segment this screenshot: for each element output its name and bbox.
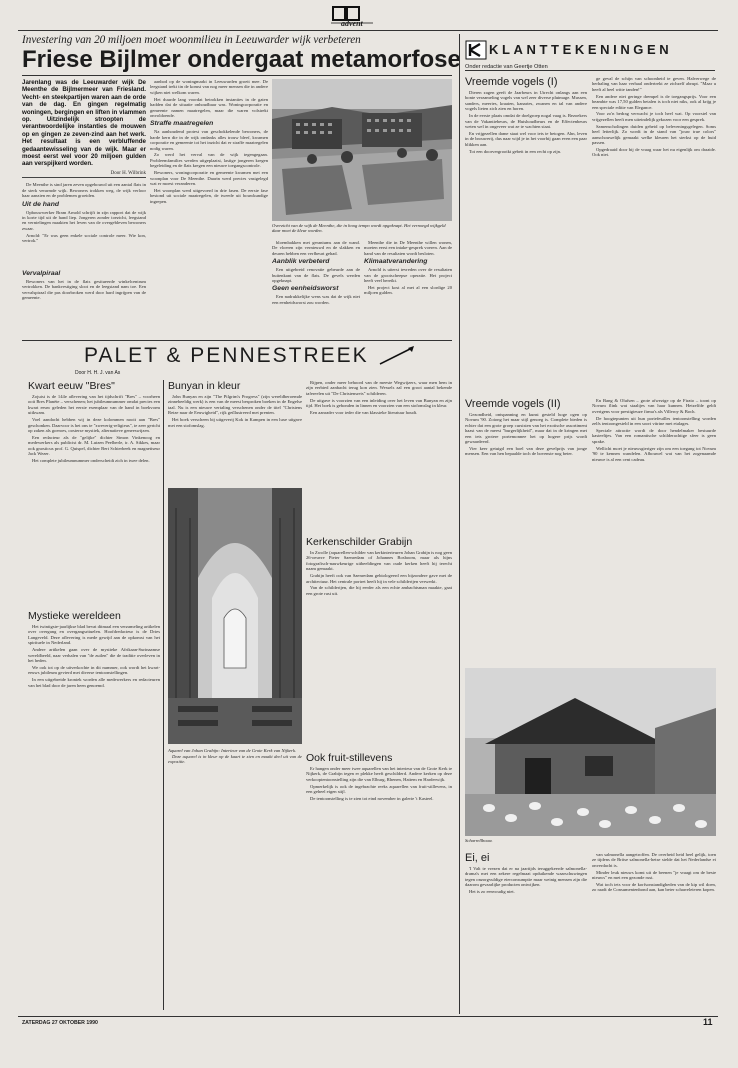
scharrel-photo bbox=[465, 668, 716, 836]
bunyan-column: John Bunyan en zijn "The Pilgrim's Progress" (zijn wereldberoemde zinnebeeldig werk) is een van de meest besproken boeken in de Engelse taal. Nu is een nieuwe vertaling verschenen onder de titel "Christens Reize naar de Eeuwigheid", rijk geïllustreerd met prenten. Het boek verscheen bij uitgeverij Kok in Kampen in een luxe uitgave met een stofomslag. bbox=[168, 394, 302, 428]
klanteken-byline: Onder redactie van Geertje Otten bbox=[465, 64, 715, 71]
mystieke-wereld-heading: Mystieke wereldeen bbox=[28, 610, 121, 622]
masthead-logo-text: advent bbox=[341, 19, 363, 28]
klanteken-title: KLANTTEKENINGEN bbox=[489, 42, 673, 57]
vreemde-vogels-2-column-a: Gezondheid, ontspanning en kunst gesteld hoge ogen op Novum '90. Zoiong het maar stijl genoeg is. Complete bieden is echter dat een grote groep cursisten van het exotische assortiment haast van de meest "burgerlijkheid", maar dat in de kringen met een iets grotere portemonnee het op hogere prijs wordt gewaardeerd. Vier keer getuigd een boel van deze gevelprijs van jonge mensen. Een van hen bepaalde toch de bovenste nog beter. bbox=[465, 412, 587, 457]
subhead-uit-de-hand: Uit de hand bbox=[22, 200, 60, 208]
wijk-photo-caption: Overzicht van de wijk de Meenthe, die in hoog tempo wordt opgeknapt. Het vernoegd wijkgeld daar moet de kleur worden. bbox=[272, 223, 446, 234]
article-column-3: aanbod op de woningmarkt in Leeuwarden groeit mee. De leegstand trekt tin de komst van nog meer mensen die in andere wijken niet welkom waren. Het duurde lang voordat betrokken instanties in de gaten hadden dat de situatie onhoudbaar was. Woningcorporatie en gemeente namen maatregelen, maar die waren volstrekt onvoldoende. Straffe maatregelen Na aanhoudend protest van geschokkelende bewoners, de harde kern die in de wijk ondanks alles trouw bleef, kwamen corporatie en gemeente tot het inzicht dat er straffe maatregelen nodig waren. Zo werd het verval van de wijk tegengegaan. Probleemfamilies werden uitgeplaatst, lastige jongeren kregen begeleiding en de flats kregen een nieuwe toegangscontrole. Bewoners, woningcorporatie en gemeente kwamen met een woonplan voor De Meenthe. Daarin werd precies vastgelegd wat er moest veranderen. Het woonplan werd uitgevoerd in drie fasen. De eerste fase bestond uit sociale maatregelen, de tweede uit bouwkundige ingrepen. bbox=[150, 79, 268, 204]
footer-rule bbox=[18, 1016, 718, 1017]
article-headline: Friese Bijlmer ondergaat metamorfose bbox=[22, 46, 461, 73]
wijk-overview-photo bbox=[272, 79, 452, 221]
subhead-klimaatverandering: Klimaatverandering bbox=[364, 258, 428, 266]
kwart-eeuw-bres-heading: Kwart eeuw "Bres" bbox=[28, 380, 115, 392]
subhead-vervalpiraal: Vervalpiraal bbox=[22, 270, 61, 277]
vreemde-vogels-2-heading: Vreemde vogels (II) bbox=[465, 398, 561, 410]
masthead-rule bbox=[18, 30, 718, 31]
ei-ei-column-b: van salmonella aangetroffen. De overheid heid heel gelijk, toen ze tijdens de Britse salmonella-hetse stelde dat het Nederlandse ei onverdacht is. Minder leuk nieuws komt uit de beenen "je vraagt om de beste nieuws" en met een gezonde rust. Wat toch iets voor de korfsonstandigheden van de kip wil doen, zo raadt de Consumentenbond aan, kan beter scharreleieren kopen. bbox=[592, 852, 716, 893]
bunyan-column-b: Rijpen, onder meer behoord van de meeste Wegwijzers, waar men hem in zijn eerbied aanbacht terug kon zien. Wessels zal een groot aantal bekende tafereelen uit "De Christensreis" schilderen. De uitgave is voorzien van een inleiding over het leven van Bunyan en zijn tijd. Het boek is gebonden in linnen en voorzien van een stofomslag in kleur. Een aanrader voor ieder die van klassieke literatuur houdt. bbox=[306, 380, 452, 416]
church-interior-aquarel bbox=[168, 488, 302, 744]
pen-icon bbox=[378, 346, 418, 366]
bunyan-heading: Bunyan in kleur bbox=[168, 380, 241, 392]
subhead-straffe-maatregelen: Straffe maatregelen bbox=[150, 120, 214, 128]
article-lead-column: Jarenlang was de Leeuwarder wijk De Meenthe de Bijlmermeer van Friesland. Vecht- en steekpartijen waren aan de orde van de dag. En gingen regelmatig woningen, bergingen en liften in vlammen op. Uitzindelijk stroopten de verantwoordelijke instanties de mouwen op en gingen ze zeven-zind aan het werk. Het resultaat is een verbluffende gedaantewisseling van de wijk. Maar er moest eerst wel voor 20 miljoen gulden aan verspijkerd worden. Door H. Wilbrink De Meenthe is sind jaren zeven opgebouwd uit een aantal flats in de sterk verarmde wijk. Bewoners trokken weg, de wijk verloor haar aanzien en de problemen groeiden. Uit de hand Opbouwwerker Bram Arnold schrijft in zijn rapport dat de wijk in korte tijd uit de hand liep. Jongeren zonder toezicht, leegstand en vernielingen maakten het leven van de overgebleven bewoners zwaar. Arnold: "Er was geen enkele sociale controle meer. Wie kon, vertrok." bbox=[22, 79, 146, 244]
subhead-aanblik-verbeterd: Aanblik verbeterd bbox=[272, 258, 330, 266]
kerkenschilder-heading: Kerkenschilder Grabijn bbox=[306, 536, 413, 548]
mystieke-wereld-column: Het twintigste-jaarlijkse blad bevat ditmaal een verzameling artikelen over overgang en overgangsrituelen. Hoofdredacteur is de Dries Langeveld. Deze aflevering is mede gewijd aan de opkomst van het spirituele in Nederland. Andere artikelen gaan over de mystieke Afrikaan-Surinaamse wereldbeeld, naar verhalen van "de zuilen" die de traditie overleven in het heden. We ook tot op de uitverkochte in dit nummer, ook wordt het kwart-eeuws jubileum gevierd met diverse tentoonstellingen. In een uitgebreide kroniek worden alle medewerkers en redacteuren van het blad door de jaren heen genoemd. bbox=[28, 624, 160, 688]
ei-ei-heading: Ei, ei bbox=[465, 852, 490, 864]
palet-title: PALET & PENNESTREEK bbox=[84, 344, 369, 367]
ei-ei-column-a: 'I Valt te vrezen dat er na jaartijds teruggekeerde salmonella-drama's met een zekere regelmaat opduikende waarschuwingen tegen onzorgvuldige eierconsumptie maar weinig mensen zijn die daarom gevaarlijke producten ontwijken. Het is zo eenvoudig niet. bbox=[465, 866, 587, 895]
subhead-geen-eenheidsworst: Geen eenheidsworst bbox=[272, 285, 339, 293]
footer-page-number: 11 bbox=[703, 1017, 713, 1027]
fruit-stillevens-column: Er hangen onder meer twee aquarellen van het interieur van de Grote Kerk te Nijkerk, de Grabijn tegen er plekke heeft geschilderd. Andere kerken op deze verkooptentoonstelling zijn die van Elburg, Rhenen, Hattem en Harderwijk. Opmerkelijk is ook de ingebrachte reeks aquarellen van fruit-stillevens, in een geheel eigen stijl. De tentoonstelling is te zien tot eind november in galerie 't Kasteel. bbox=[306, 766, 452, 802]
klanteken-logo bbox=[465, 40, 715, 60]
kwart-eeuw-column: Zojuist is de 144e aflevering van het tijdschrift "Bres" – voorheen ooit Bres Planète – verschenen; het jubileumnummer omdat precies een kwart eeuw geleden het eerste exemplaar van de hand in boekvorm uitkwam. Voel aandacht hebben wij in deze kolommen nooit aan "Bres" geschonken. Daarvoor is het ons te "zweverig-religieus", te zeer gericht op zaken als goeroes, oosterse mystiek, alternatieve geneeswijzen. Een redacteur als de "gelijke" dichter Simon Vinkenoog en medewerkers als publicist dr. M. Lutzen Peelberle, ir. A. Sikkes, maar ook gnosticus prof. G. Quispel, dichter Bert Schierbeek en magnetiseur Jack Wezer. Het complete jubileumnummer onderscheidt zich in twee delen. bbox=[28, 394, 160, 463]
scharrel-photo-caption: Scharrellbouw. bbox=[465, 838, 493, 843]
palet-top-rule bbox=[22, 340, 452, 341]
column-divider bbox=[459, 34, 460, 1014]
article-lead: Jarenlang was de Leeuwarder wijk De Meenthe de Bijlmermeer van Friesland. Vecht- en steekpartijen waren aan de orde van de dag. En gingen regelmatig woningen, bergingen en liften in vlammen op. Uitzindelijk stroopten de verantwoordelijke instanties de mouwen op en gingen ze zeven-zind aan het werk. Het resultaat is een verbluffende gedaantewisseling van de wijk. Maar er moest eerst wel voor 20 miljoen gulden aan verspijkerd worden. bbox=[22, 79, 146, 168]
article-kicker: Investering van 20 miljoen moet woonmilieu in Leeuwarder wijk verbeteren bbox=[22, 34, 361, 46]
article-column-5: Meenthe die in De Meenthe willen wonen, moeten eerst een intake-gesprek voeren. Aan de hand van de resultaten wordt besloten. Klimaatverandering Arnold is uiterst tevreden over de resultaten van de grootscheepse operatie. Het project heeft veel bereikt. Het project kost al met al een slordige 20 miljoen gulden. bbox=[364, 240, 452, 296]
article-column-2: Vervalpiraal Bewoners van het in de flats gesitueerde winkelcentrum vertrokken. De bankvestiging sloot en de leegstand nam toe. Een vervalspiraal die pas doorbroken werd door hard ingrijpen van de gemeente. bbox=[22, 270, 146, 301]
article-column-4: bloembakken met geraniums aan de wand. De vloeren zijn vernieuwd en de slakken en deuren hebben een verfbeurt gehad. Aanblik verbeterd Een uitgebreid renovatie gebeurde aan de buitenkant van de flats. De gevels werden opgeknapt. Geen eenheidsworst Een nadrukkelijke wens was dat de wijk niet een eenheidsworst zou worden. bbox=[272, 240, 360, 305]
vreemde-vogels-2-column-b: En Bang & Olufsen – grote afwezige op de Firato – toont op Novum flink wat staaltjes van haar kunnen. Hetzelfde geldt overigens voor prestigieuze firma's als Villeroy & Boch. De hoogtepunten uit hun portefeuilles tentoonstelling worden zelfs tentoongesteld in een soort vitrine met etalages. Speciale attractie wordt de door hendelmaker bestuurde kasteeltjes. Van een romantische schilderachtige sfeer is geen sprake. Wellicht moet je nieuwsgieriger zijn om een toegang tot Novum '90 te kennen wandelen. Afbouwel wat van het zogenaamde nieuwe is al een cent cadeau. bbox=[592, 398, 716, 462]
palet-inner-divider bbox=[163, 380, 164, 1010]
kerkenschilder-column: In Zwolle (aquarellen-schilder van kerkinterieuren Johan Grabijn is nog geen 26-oeuvre Pieter Saenredam of Johannes Bosboom, maar als hijns fotografisch-nauwkeurige uitbeeldingen van oude kerken heeft hij terecht naam gemaakt. Grabijn heeft ook van Saenredam gebiologeerd een bijzondere gave met de architectuur. Het centrale portret heeft hij in vele schilderijen verwerkt. Van de schilderijen, die hij eerder als een echte ambachtsman maakte, gaat een grote rust uit. bbox=[306, 550, 452, 596]
church-caption-extra: Deze aquarel is in kleur op de kaart te zien en maakt deel uit van de expositie. bbox=[168, 754, 302, 765]
church-caption: Aquarel van Johan Grabijn: Interieur van de Grote Kerk van Nijkerk. bbox=[168, 748, 297, 753]
vreemde-vogels-1-column-a: Dieren zagen geeft de Jaarbeurs in Utrecht onlangs aan een bonte verzameling vogels van wel zeer diverse pluimage. Mussen, sanders, meeries, kraaien, kanaries, zwanen en tal van andere vogels lieten zich zien en horen. In de eerste plaats omdat de doelgroep nogal vaag is. Bezoekers van de Vakantiebeurs, de Huishoudbeurs en de Effectenbeurs weten wel in ongeveer wat ze te wachten staat. En vrijgezellen dame staat wel voor iets te betogen. Ahn, leven in de brouwerij, dus naar wijd je in het voorbij gaan even een paar blikken aan. Tot een doorvergrootkt gebeit in een recht op zijn. bbox=[465, 90, 587, 154]
fruit-stillevens-heading: Ook fruit-stillevens bbox=[306, 752, 393, 764]
headline-rule bbox=[22, 75, 452, 76]
vreemde-vogels-1-heading: Vreemde vogels (I) bbox=[465, 76, 558, 88]
article-byline: Door H. Wilbrink bbox=[22, 171, 146, 178]
masthead-logo bbox=[331, 6, 373, 28]
palet-banner bbox=[22, 344, 452, 368]
palet-byline: Door H. H. J. van As bbox=[75, 370, 121, 376]
vreemde-vogels-1-column-b: ge geval de schijn van schoonheid te geven. Halverwege de herhaling van haar verhaal ondertrekt ze zichzelf abrupt. "Maar u heeft al heel witte tanden!" Een andere niet geringe drempel is de toegangsprijs. Voor een beambte was 17,50 gulden betalen is toch niet niks, ook al krijg je een speciale editie van Elegance. Voor zo'n bedrag verwacht je toch heel wat. Op voorstel van vrijgezellen heeft men uiteindelijk gekozen voor een gesprek. Samenscholingen duiden geheid op beleveningsgelegen. Soms heel letterlijk. Zo wordt in de stand van "jouw true colors" aanschouwelijk gemaakt welke kleuren het sterkst op de huid passen. Opgedraaid door bij de vraag waar het nu eigenlijk om draaide. Ook niet. bbox=[592, 76, 716, 158]
footer-date: ZATERDAG 27 OKTOBER 1990 bbox=[22, 1020, 98, 1026]
